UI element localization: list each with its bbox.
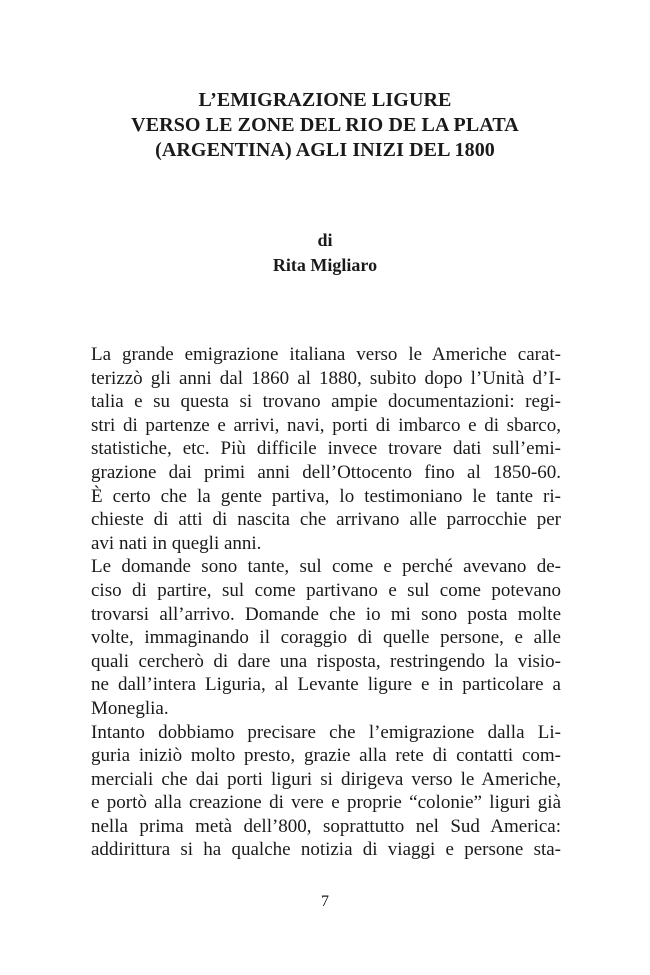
title-line-3: (ARGENTINA) AGLI INIZI DEL 1800	[155, 139, 495, 161]
body-line: volte, immaginando il coraggio di quelle persone, e alle	[91, 627, 561, 649]
body-line: grazione dai primi anni dell’Ottocento fino al 1850-60.	[91, 461, 561, 483]
body-line: Moneglia.	[91, 697, 169, 719]
author-byline	[0, 228, 650, 278]
body-line: La grande emigrazione italiana verso le Americhe carat-	[91, 344, 561, 365]
body-line: guria iniziò molto presto, grazie alla rete di contatti com-	[91, 745, 561, 767]
body-line: addirittura si ha qualche notizia di viaggi e persone sta-	[91, 839, 561, 861]
body-line: talia e su questa si trovano ampie documentazioni: regi-	[91, 391, 561, 413]
byline-di: di	[317, 230, 333, 250]
body-line: merciali che dai porti liguri si dirigeva verso le Americhe,	[91, 768, 561, 790]
body-line: È certo che la gente partiva, lo testimoniano le tante ri-	[91, 485, 561, 507]
body-line: Le domande sono tante, sul come e perché avevano de-	[91, 556, 561, 578]
title-line-2: VERSO LE ZONE DEL RIO DE LA PLATA	[131, 114, 519, 136]
title-line-1: L’EMIGRAZIONE LIGURE	[198, 89, 452, 111]
body-text	[91, 343, 561, 862]
body-line: nella prima metà dell’800, soprattutto nel Sud America:	[91, 815, 561, 837]
body-line: statistiche, etc. Più difficile invece trovare dati sull’emi-	[91, 438, 561, 460]
body-line: chieste di atti di nascita che arrivano alle parrocchie per	[91, 509, 561, 531]
body-line: stri di partenze e arrivi, navi, porti di imbarco e di sbarco,	[91, 414, 561, 436]
body-line: ne dall’intera Liguria, al Levante ligure e in particolare a	[91, 674, 561, 696]
body-line: quali cercherò di dare una risposta, restringendo la visio-	[91, 650, 561, 672]
page-number: 7	[321, 893, 329, 910]
body-line: avi nati in quegli anni.	[91, 532, 262, 554]
body-line: trovarsi all’arrivo. Domande che io mi sono posta molte	[91, 603, 561, 625]
body-line: ciso di partire, sul come partivano e sul come potevano	[91, 579, 561, 601]
author-name: Rita Migliaro	[272, 255, 378, 275]
body-line: Intanto dobbiamo precisare che l’emigrazione dalla Li-	[91, 721, 561, 743]
chapter-title	[0, 88, 650, 163]
body-line: terizzò gli anni dal 1860 al 1880, subito dopo l’Unità d’I-	[91, 367, 561, 389]
body-line: e portò alla creazione di vere e proprie “colonie” liguri già	[91, 792, 561, 814]
